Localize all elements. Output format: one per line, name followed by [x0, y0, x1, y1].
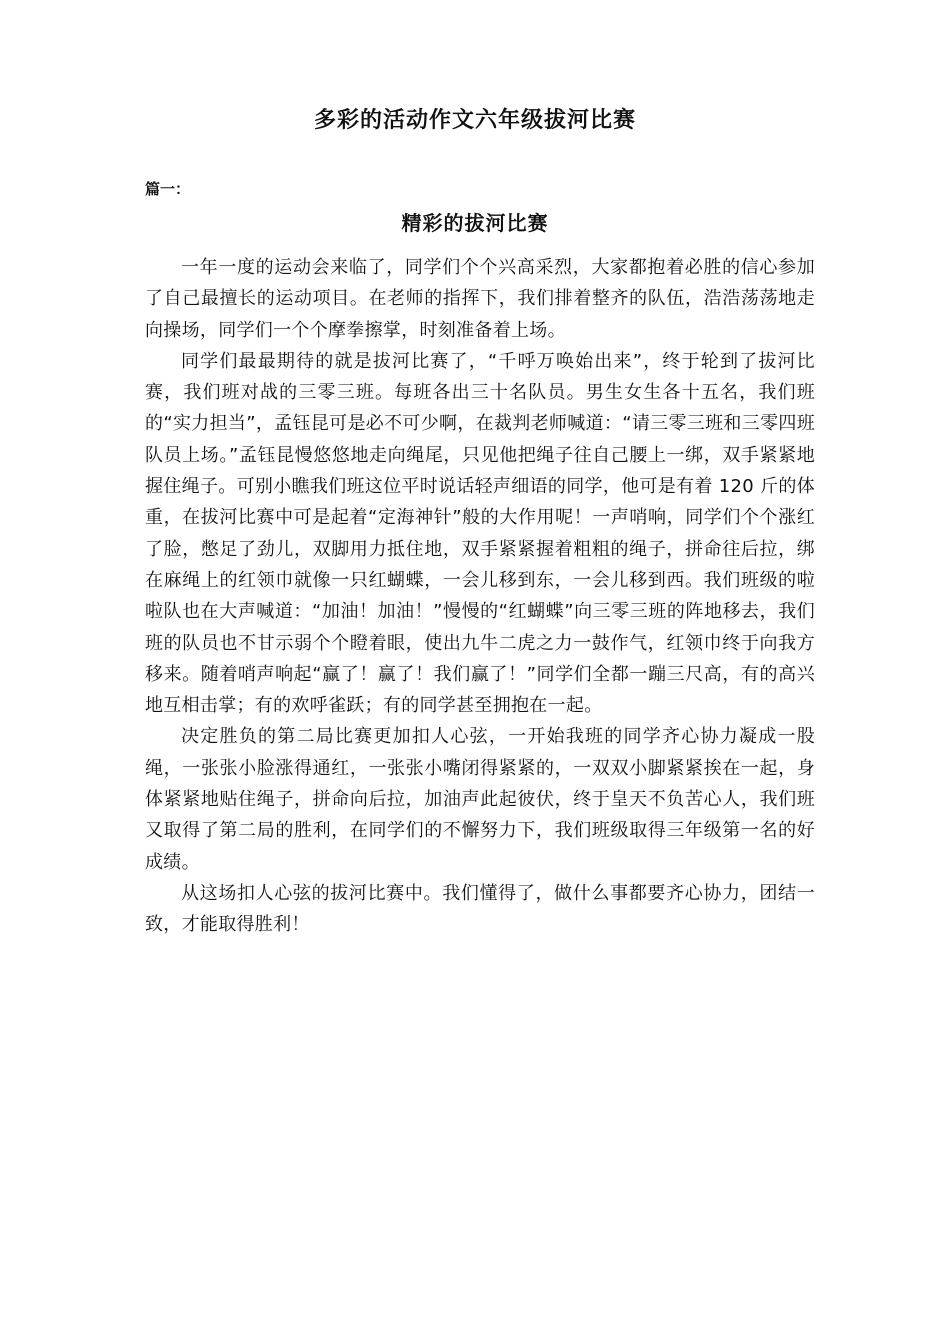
article-body — [145, 252, 815, 941]
paragraph: 一年一度的运动会来临了，同学们个个兴高采烈，大家都抱着必胜的信心参加了自己最擅长的运动项目。在老师的指挥下，我们排着整齐的队伍，浩浩荡荡地走向操场，同学们一个个摩拳擦掌，时刻准备着上场。 — [145, 257, 815, 341]
paragraph: 决定胜负的第二局比赛更加扣人心弦，一开始我班的同学齐心协力凝成一股绳，一张张小脸涨得通红，一张张小嘴闭得紧紧的，一双双小脚紧紧挨在一起，身体紧紧地贴住绳子，拼命向后拉，加油声此起彼伏，终于皇天不负苦心人，我们班又取得了第二局的胜利，在同学们的不懈努力下，我们班级取得三年级第一名的好成绩。 — [145, 726, 815, 873]
paragraph: 同学们最最期待的就是拔河比赛了，“千呼万唤始出来”，终于轮到了拔河比赛，我们班对战的三零三班。每班各出三十名队员。男生女生各十五名，我们班的“实力担当”，孟钰昆可是必不可少啊，在裁判老师喊道：“请三零三班和三零四班队员上场。”孟钰昆慢悠悠地走向绳尾，只见他把绳子往自己腰上一绑，双手紧紧地握住绳子。可别小瞧我们班这位平时说话轻声细语的同学，他可是有着 120 斤的体重，在拔河比赛中可是起着“定海神针”般的大作用呢！一声哨响，同学们个个涨红了脸，憋足了劲儿，双脚用力抵住地，双手紧紧握着粗粗的绳子，拼命往后拉，绑在麻绳上的红领巾就像一只红蝴蝶，一会儿移到东，一会儿移到西。我们班级的啦啦队也在大声喊道：“加油！加油！”慢慢的“红蝴蝶”向三零三班的阵地移去，我们班的队员也不甘示弱个个瞪着眼，使出九牛二虎之力一鼓作气，红领巾终于向我方移来。随着哨声响起“赢了！赢了！我们赢了！”同学们全都一蹦三尺高，有的高兴地互相击掌；有的欢呼雀跃；有的同学甚至拥抱在一起。 — [145, 350, 815, 717]
section-label: 篇一： — [145, 180, 191, 198]
article-title: 精彩的拔河比赛 — [401, 211, 549, 235]
paragraph: 从这场扣人心弦的拔河比赛中。我们懂得了，做什么事都要齐心协力，团结一致，才能取得胜利！ — [145, 882, 815, 936]
document-title: 多彩的活动作文六年级拔河比赛 — [313, 108, 636, 133]
